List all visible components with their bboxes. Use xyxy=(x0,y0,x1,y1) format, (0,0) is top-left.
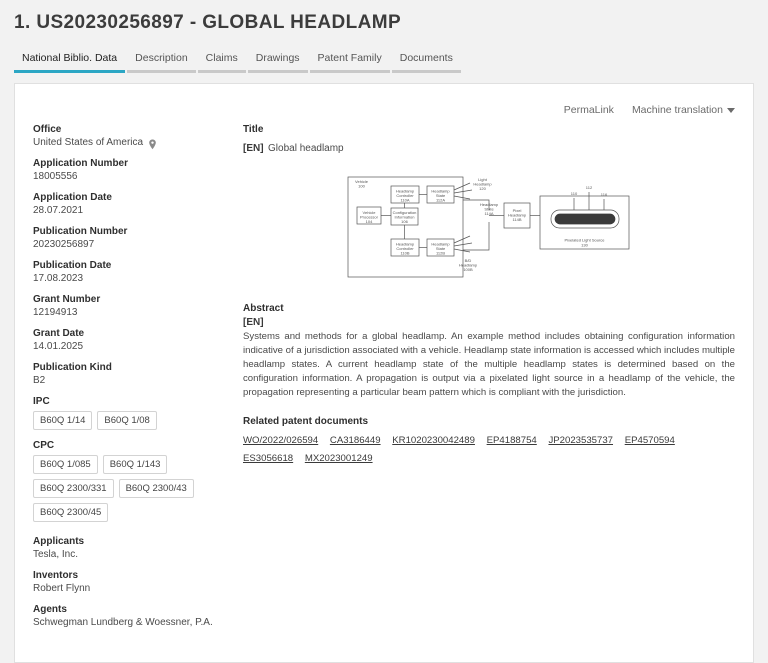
svg-text:110: 110 xyxy=(570,191,578,196)
svg-text:Pixelated Light Source: Pixelated Light Source xyxy=(564,237,605,243)
svg-text:Headlamp: Headlamp xyxy=(479,202,499,207)
title-text: Global headlamp xyxy=(268,143,344,154)
permalink-button[interactable]: PermaLink xyxy=(563,104,614,116)
svg-text:Headlamp: Headlamp xyxy=(473,181,492,187)
field-ipc xyxy=(33,396,221,430)
application-number-label: Application Number xyxy=(33,158,129,169)
patent-figure-svg xyxy=(339,170,639,285)
svg-text:112B: 112B xyxy=(435,250,446,256)
related-document-link[interactable]: JP2023535737 xyxy=(548,434,614,446)
machine-translation-dropdown[interactable] xyxy=(632,104,735,116)
svg-text:114B: 114B xyxy=(512,217,522,222)
title-section-label: Title xyxy=(243,124,264,135)
svg-text:112: 112 xyxy=(585,185,593,190)
svg-text:Headlamp: Headlamp xyxy=(431,188,450,194)
field-cpc xyxy=(33,440,221,522)
inventors-label: Inventors xyxy=(33,570,79,581)
field-applicants xyxy=(33,536,221,560)
tab-drawings[interactable]: Drawings xyxy=(248,50,308,73)
field-application-date xyxy=(33,192,221,216)
title-bar xyxy=(0,0,768,38)
title-lang-tag: [EN] xyxy=(243,143,264,154)
svg-text:Configuration: Configuration xyxy=(392,210,417,215)
ipc-chip[interactable]: B60Q 1/14 xyxy=(33,411,92,430)
card-toolbar xyxy=(15,84,753,124)
cpc-chip[interactable]: B60Q 2300/43 xyxy=(119,479,194,498)
svg-text:Light: Light xyxy=(478,177,487,182)
publication-kind-value: B2 xyxy=(33,375,46,386)
svg-text:104: 104 xyxy=(365,219,373,224)
related-document-link[interactable]: EP4570594 xyxy=(624,434,675,446)
svg-text:State: State xyxy=(435,193,446,198)
tab-documents[interactable]: Documents xyxy=(392,50,461,73)
chevron-down-icon xyxy=(727,108,735,113)
svg-text:Vehicle: Vehicle xyxy=(355,179,368,184)
field-publication-kind xyxy=(33,362,221,386)
abstract-lang-tag: [EN] xyxy=(243,317,264,328)
record-body xyxy=(15,124,753,662)
record-card xyxy=(14,83,754,663)
publication-date-value: 17.08.2023 xyxy=(33,273,84,284)
applicants-value: Tesla, Inc. xyxy=(33,549,79,560)
inventors-value: Robert Flynn xyxy=(33,583,91,594)
tab-bar xyxy=(0,50,768,73)
svg-text:Controller: Controller xyxy=(396,246,414,251)
agents-value: Schwegman Lundberg & Woessner, P.A. xyxy=(33,617,213,628)
related-document-link[interactable]: WO/2022/026594 xyxy=(243,434,319,446)
svg-text:100B: 100B xyxy=(463,267,473,272)
patent-figure xyxy=(243,170,735,285)
svg-text:B/D: B/D xyxy=(464,258,472,263)
field-inventors xyxy=(33,570,221,594)
svg-text:106: 106 xyxy=(401,219,408,224)
related-documents-list xyxy=(243,432,735,468)
publication-number-value: 20230256897 xyxy=(33,239,95,250)
application-date-label: Application Date xyxy=(33,192,112,203)
tab-patent-family[interactable]: Patent Family xyxy=(310,50,390,73)
svg-text:Headlamp: Headlamp xyxy=(431,241,450,247)
svg-text:130: 130 xyxy=(581,242,588,248)
application-date-value: 28.07.2021 xyxy=(33,205,84,216)
svg-text:Vehicle: Vehicle xyxy=(362,210,376,215)
grant-number-value: 12194913 xyxy=(33,307,78,318)
svg-text:State: State xyxy=(484,206,494,212)
publication-date-label: Publication Date xyxy=(33,260,112,271)
related-document-link[interactable]: ES3056618 xyxy=(243,452,294,464)
related-document-link[interactable]: KR1020230042489 xyxy=(392,434,475,446)
publication-kind-label: Publication Kind xyxy=(33,362,112,373)
title-section xyxy=(243,124,735,156)
svg-text:State: State xyxy=(435,246,446,251)
field-grant-number xyxy=(33,294,221,318)
page-title: 1. US20230256897 - GLOBAL HEADLAMP xyxy=(14,12,402,33)
related-documents-label: Related patent documents xyxy=(243,415,369,427)
publication-number-label: Publication Number xyxy=(33,226,128,237)
svg-text:Processor: Processor xyxy=(359,214,379,220)
cpc-label: CPC xyxy=(33,440,55,451)
grant-date-value: 14.01.2025 xyxy=(33,341,84,352)
grant-number-label: Grant Number xyxy=(33,294,101,305)
cpc-chip-list xyxy=(33,455,221,522)
detail-column xyxy=(233,124,735,638)
related-document-link[interactable]: EP4188754 xyxy=(486,434,537,446)
abstract-section xyxy=(243,303,735,400)
svg-text:116: 116 xyxy=(600,192,608,197)
tab-description[interactable]: Description xyxy=(127,50,196,73)
svg-text:110A: 110A xyxy=(400,197,410,203)
machine-translation-label: Machine translation xyxy=(631,104,723,116)
svg-text:Headlamp: Headlamp xyxy=(458,262,478,268)
application-number-value: 18005556 xyxy=(33,171,78,182)
svg-text:100: 100 xyxy=(358,183,365,189)
field-application-number xyxy=(33,158,221,182)
tab-claims[interactable]: Claims xyxy=(198,50,246,73)
agents-label: Agents xyxy=(33,604,67,615)
abstract-text: Systems and methods for a global headlamp. An example method includes obtaining configuration information indicative of a jurisdiction associated with a vehicle. Headlamp state information is accessed which includes multiple headlamp states. A current headlamp state of the multiple headlamp states is determined based on the configuration information. A propagation is output via a pixelated light source in a headlamp of the vehicle, the propagation representing a particular beam pattern which is compliant with the jurisdiction. xyxy=(243,331,735,398)
field-office xyxy=(33,124,221,148)
field-publication-number xyxy=(33,226,221,250)
abstract-label: Abstract xyxy=(243,303,284,314)
field-agents xyxy=(33,604,221,628)
svg-text:120: 120 xyxy=(479,186,486,191)
cpc-chip[interactable]: B60Q 2300/331 xyxy=(33,479,114,498)
svg-text:114A: 114A xyxy=(484,211,494,216)
related-document-link[interactable]: MX2023001249 xyxy=(304,452,373,464)
svg-text:Pixel: Pixel xyxy=(512,208,522,213)
field-grant-date xyxy=(33,328,221,352)
cpc-chip[interactable]: B60Q 2300/45 xyxy=(33,503,108,522)
grant-date-label: Grant Date xyxy=(33,328,85,339)
related-documents-section xyxy=(243,416,735,468)
svg-text:Headlamp: Headlamp xyxy=(395,241,415,247)
related-document-link[interactable]: CA3186449 xyxy=(329,434,381,446)
cpc-chip[interactable]: B60Q 1/143 xyxy=(103,455,168,474)
field-publication-date xyxy=(33,260,221,284)
office-label: Office xyxy=(33,124,62,135)
map-pin-icon xyxy=(147,137,158,148)
cpc-chip[interactable]: B60Q 1/085 xyxy=(33,455,98,474)
office-value: United States of America xyxy=(33,137,144,148)
ipc-chip-list xyxy=(33,411,221,430)
svg-text:110B: 110B xyxy=(400,250,410,256)
tab-national-biblio-data[interactable]: National Biblio. Data xyxy=(14,50,125,73)
svg-text:112A: 112A xyxy=(435,197,446,203)
svg-text:Information: Information xyxy=(394,214,415,220)
biblio-column xyxy=(33,124,233,638)
ipc-label: IPC xyxy=(33,396,50,407)
applicants-label: Applicants xyxy=(33,536,85,547)
svg-text:Headlamp: Headlamp xyxy=(395,188,415,194)
svg-text:Headlamp: Headlamp xyxy=(507,212,527,218)
ipc-chip[interactable]: B60Q 1/08 xyxy=(97,411,156,430)
svg-text:Controller: Controller xyxy=(396,193,414,198)
